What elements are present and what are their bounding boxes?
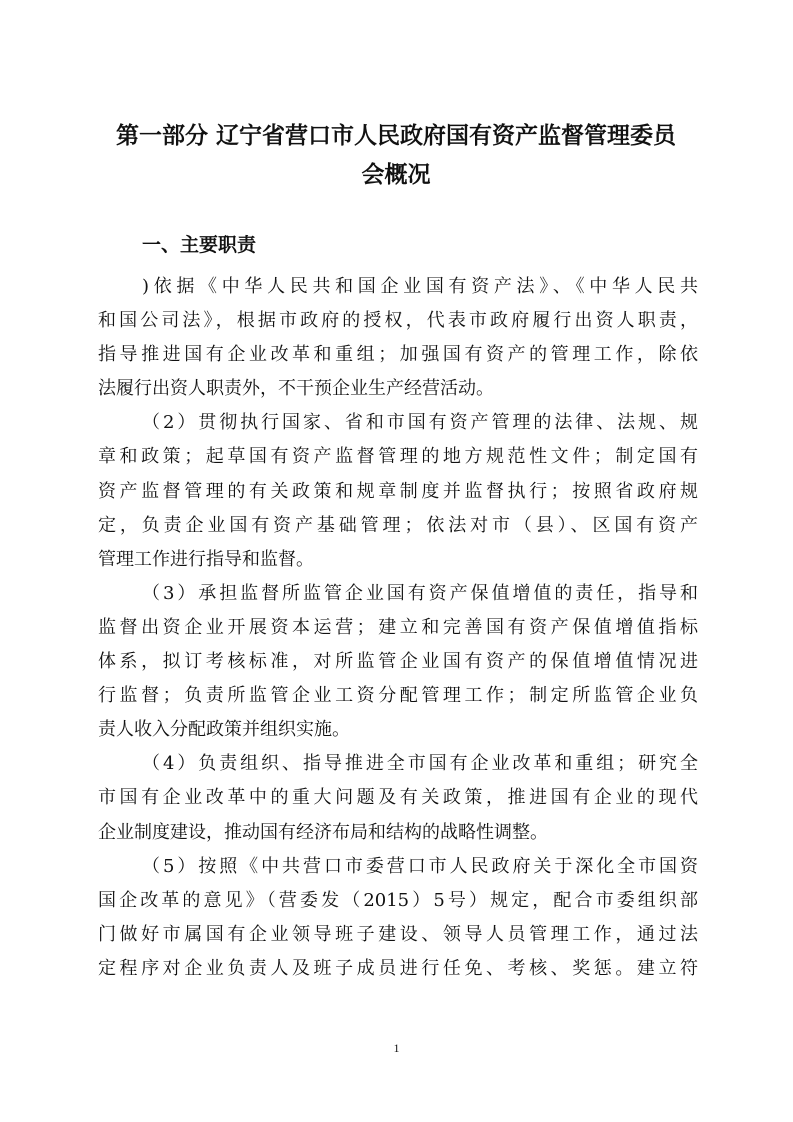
paragraph-line: 体系，拟订考核标准，对所监管企业国有资产的保值增值情况进 — [98, 651, 698, 673]
paragraph-line: 管理工作进行指导和监督。 — [98, 548, 314, 570]
paragraph-line: 企业制度建设，推动国有经济布局和结构的战略性调整。 — [98, 821, 548, 843]
paragraph-line: 资产监督管理的有关政策和规章制度并监督执行；按照省政府规 — [98, 480, 698, 502]
paragraph-line: 市国有企业改革中的重大问题及有关政策，推进国有企业的现代 — [98, 787, 698, 809]
paragraph-line: 指导推进国有企业改革和重组；加强国有资产的管理工作，除依 — [98, 344, 698, 366]
document-title-line-2: 会概况 — [361, 161, 431, 188]
paragraph-line: 和国公司法》，根据市政府的授权，代表市政府履行出资人职责， — [98, 310, 698, 332]
paragraph-line: 监督出资企业开展资本运营；建立和完善国有资产保值增值指标 — [98, 616, 698, 638]
paragraph-line: 定程序对企业负责人及班子成员进行任免、考核、奖惩。建立符 — [98, 957, 698, 979]
paragraph-line: 责人收入分配政策并组织实施。 — [98, 719, 350, 741]
paragraph-line: （3）承担监督所监管企业国有资产保值增值的责任，指导和 — [142, 582, 698, 604]
paragraph-line: )依据《中华人民共和国企业国有资产法》、《中华人民共 — [142, 276, 698, 297]
paragraph-line: （4）负责组织、指导推进全市国有企业改革和重组；研究全 — [142, 753, 698, 775]
paragraph-line: 国企改革的意见》（营委发（2015）5号）规定，配合市委组织部 — [98, 889, 698, 911]
paragraph-line: 行监督；负责所监管企业工资分配管理工作；制定所监管企业负 — [98, 685, 698, 707]
document-title-line-1: 第一部分 辽宁省营口市人民政府国有资产监督管理委员 — [115, 122, 676, 149]
page-number: 1 — [393, 1041, 400, 1055]
paragraph-line: （5）按照《中共营口市委营口市人民政府关于深化全市国资 — [142, 855, 698, 877]
paragraph-line: 章和政策；起草国有资产监督管理的地方规范性文件；制定国有 — [98, 446, 698, 468]
paragraph-line: 门做好市属国有企业领导班子建设、领导人员管理工作，通过法 — [98, 923, 698, 945]
paragraph-line: 法履行出资人职责外，不干预企业生产经营活动。 — [98, 378, 494, 400]
document-body — [98, 270, 698, 986]
section-heading: 一、主要职责 — [142, 234, 257, 256]
paragraph-line: （2）贯彻执行国家、省和市国有资产管理的法律、法规、规 — [142, 412, 698, 434]
paragraph-line: 定，负责企业国有资产基础管理；依法对市（县）、区国有资产 — [98, 514, 698, 536]
